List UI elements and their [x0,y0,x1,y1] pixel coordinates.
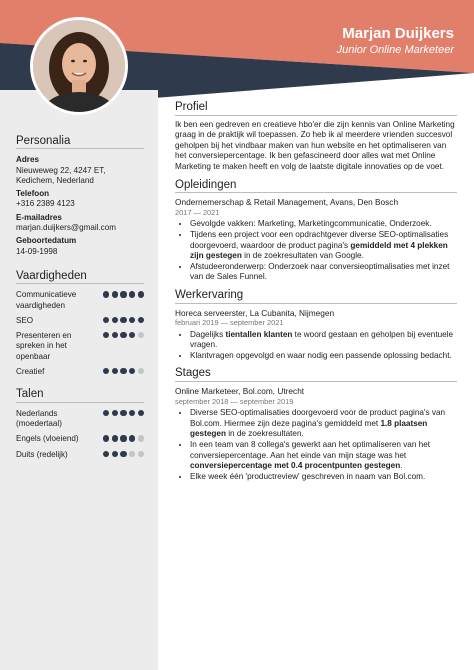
internships-heading: Stages [175,368,457,382]
rating-row [16,290,144,311]
bullet-text: Tijdens een project voor een opdrachtgever diverse SEO-optimalisaties doorgevoerd, waardoor de product pagina's [190,229,449,250]
rating-dot-filled [103,451,109,457]
bullet-text: . [400,461,403,471]
rating-row [16,331,144,362]
rating-row [16,434,144,444]
bullet-text: in de zoekresultaten van Google. [241,251,364,261]
education-dates: 2017 — 2021 [175,207,220,217]
rating-dot-filled [138,291,144,297]
rating-dot-filled [103,317,109,323]
rating-dots [103,291,144,297]
rating-dot-filled [112,451,118,457]
profile-photo [30,17,128,115]
rating-dot-filled [120,451,126,457]
work-title: Horeca serveerster, La Cubanita, Nijmegen [175,307,335,318]
rating-dot-filled [103,332,109,338]
bullet-text: Gevolgde vakken: Marketing, Marketingcommunicatie, Onderzoek. [190,219,432,229]
rating-row [16,409,144,430]
main-content [175,102,457,489]
education-bullets [175,219,457,283]
work-bullet [190,351,457,362]
rating-row [16,450,144,460]
personal-heading: Personalia [16,136,144,149]
email-label: E-mailadres [16,212,62,222]
work-bullets [175,330,457,362]
rating-dot-filled [103,410,109,416]
internship-title: Online Marketeer, Bol.com, Utrecht [175,386,305,397]
bullet-highlight: 1.8 plaatsen gestegen [190,418,428,439]
bullet-text: Klantvragen opgevolgd en waar nodig een passende oplossing bedacht. [190,350,452,360]
rating-dot-filled [112,317,118,323]
work-heading: Werkervaring [175,290,457,304]
languages-list [16,409,144,460]
bullet-text: Elke week één 'productreview' geschreven in naam van Bol.com. [190,471,426,481]
rating-dot-filled [129,435,135,441]
rating-dots [103,332,144,338]
rating-label: Communicatieve vaardigheden [16,290,77,310]
rating-label: Creatief [16,367,45,377]
internship-bullets [175,408,457,482]
rating-dots [103,317,144,323]
rating-dot-filled [138,410,144,416]
rating-dot-filled [129,368,135,374]
internship-dates: september 2018 — september 2019 [175,396,294,406]
rating-dot-filled [120,317,126,323]
rating-label: Presenteren en spreken in het openbaar [16,331,72,361]
internship-bullet [190,472,457,483]
rating-dot-filled [112,332,118,338]
work-dates: februari 2019 — september 2021 [175,318,284,328]
rating-dot-empty [138,451,144,457]
rating-label: Engels (vloeiend) [16,434,79,444]
bullet-text: Dagelijks [190,329,226,339]
rating-dot-filled [103,368,109,374]
rating-dots [103,435,144,441]
rating-dot-empty [129,451,135,457]
internship-bullet [190,408,457,440]
education-bullet [190,262,457,283]
rating-dot-filled [103,435,109,441]
profile-text: Ik ben een gedreven en creatieve hbo'er die zijn kennis van Online Marketing graag in de praktijk wil toepassen. Zo heb ik al meerdere vrienden succesvol geholpen bij het vindbaar maken van hun website en het optimaliseren van het conversiepercentage. Ik ben gefascineerd door alles wat met Online Marketing te maken heeft en volg de laatste digitale innovaties op de voet. [175,119,455,171]
education-bullet [190,219,457,230]
rating-row [16,316,144,326]
bullet-text: in de zoekresultaten. [225,429,304,439]
languages-heading: Talen [16,389,144,402]
phone-label: Telefoon [16,189,50,199]
address-value: Nieuweweg 22, 4247 ET, Kedichem, Nederland [16,165,106,185]
bullet-text: Diverse SEO-optimalisaties doorgevoerd voor de product pagina's van Bol.com. Hiermee zijn deze pagina's gemiddeld met [190,408,446,428]
rating-dot-filled [112,435,118,441]
rating-dot-empty [138,435,144,441]
profile-heading: Profiel [175,102,457,116]
rating-label: SEO [16,315,34,325]
internships-section [175,368,457,482]
bullet-highlight: gemiddeld met 4 plekken zijn gestegen [190,240,448,261]
phone-value: +316 2389 4123 [16,199,75,209]
education-bullet [190,230,457,262]
rating-dot-filled [120,332,126,338]
sidebar-content [16,136,144,465]
rating-dot-filled [129,410,135,416]
address-label: Adres [16,155,39,165]
birthdate-value: 14-09-1998 [16,246,58,256]
rating-dot-filled [120,291,126,297]
skills-heading: Vaardigheden [16,271,144,284]
rating-dot-empty [138,332,144,338]
profile-section [175,102,457,173]
rating-dot-filled [129,291,135,297]
rating-dot-filled [112,368,118,374]
internship-bullet [190,440,457,472]
email-value: marjan.duijkers@gmail.com [16,223,116,233]
rating-dot-filled [129,332,135,338]
rating-dot-empty [138,368,144,374]
bullet-highlight: conversiepercentage met 0.4 procentpunten gestegen [190,461,401,471]
education-section [175,180,457,283]
education-heading: Opleidingen [175,180,457,194]
bullet-highlight: tientallen klanten [225,329,293,339]
rating-dot-filled [112,291,118,297]
rating-dot-filled [120,368,126,374]
rating-dot-filled [129,317,135,323]
candidate-role: Junior Online Marketeer [336,44,454,56]
education-title: Ondernemerschap & Retail Management, Avans, Den Bosch [175,197,399,208]
rating-label: Nederlands (moedertaal) [16,408,62,428]
skills-list [16,290,144,377]
rating-dots [103,368,144,374]
rating-dot-filled [112,410,118,416]
rating-row [16,367,144,377]
rating-label: Duits (redelijk) [16,449,68,459]
rating-dot-filled [120,410,126,416]
rating-dot-filled [103,291,109,297]
bullet-text: In een team van 8 collega's gewerkt aan het optimaliseren van het conversiepercentage. Aan het einde van mijn stage was het [190,440,431,460]
work-bullet [190,330,457,351]
bullet-text: te woord gestaan en geholpen bij eventuele vragen. [190,329,454,350]
rating-dot-filled [138,317,144,323]
rating-dot-filled [120,435,126,441]
rating-dots [103,410,144,416]
rating-dots [103,451,144,457]
candidate-name: Marjan Duijkers [342,25,454,42]
birthdate-label: Geboortedatum [16,236,77,246]
work-section [175,290,457,362]
bullet-text: Afstudeeronderwerp: Onderzoek naar conversieoptimalisaties met inzet van de Sales Funnel. [190,261,450,282]
